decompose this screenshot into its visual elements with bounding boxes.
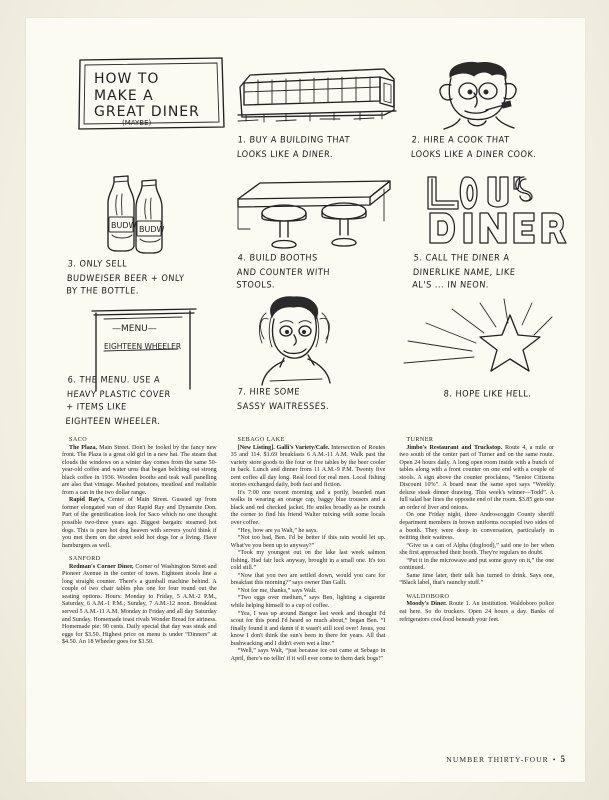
dialogue-line: “Took my youngest out on the lake last week salmon fishing. Had fair luck anyway, brought in a small one. It's too cold still.” — [230, 550, 386, 572]
dialogue-line: “Yea, I was up around Bangor last week and thought I'd scout for this pond I'd heard so much about,” began Ben. “I finally found it and damn if it wasn't still iced over! Jesus, you know I don't think the sun's been in there for years. All that bushwacking and I didn't even wet a line.” — [230, 610, 386, 647]
step-2-art-cook-face — [420, 61, 540, 133]
entry-redmans-corner-diner — [62, 564, 217, 647]
footer-issue-text: NUMBER THIRTY-FOUR — [446, 755, 549, 764]
step-7-caption: 7. HIRE SOME SASSY WAITRESSES. — [236, 386, 330, 411]
column-one — [62, 437, 217, 737]
dialogue-line: “Well,” says Walt, “just because ice out came at Sebago in April, there's no tellin' if it will ever come to them dark bogs!” — [230, 648, 386, 662]
town-heading-sanford: SANFORD — [69, 556, 101, 563]
dialogue-line: “Two eggs over medium,” says Ben, lighting a cigarette while helping himself to a cup of coffee. — [230, 595, 386, 610]
step-8-caption: 8. HOPE LIKE HELL. — [443, 388, 532, 399]
entry-gallis-variety-cafe — [231, 445, 386, 490]
svg-text:EIGHTEEN WHEELER: EIGHTEEN WHEELER — [104, 342, 182, 351]
entry-body: Corner of Washington Street and Pioneer Avenue in the center of town. Eighteen stools line a long straight counter. There's a gumball machine behind. A couple of two chair tables plus one for four round out the seating options. Hours: Monday to Friday, 5 A.M.-2 P.M., Saturday, 6 A.M.-1 P.M.; Sunday, 7 A.M.-12 noon. Breakfast served 5 A.M.-11 A.M. Monday to Friday and all day Saturday and Sunday. Homemade toast rivals Wonder Bread for airiness. Homemade pie: 90 cents. Daily special that day was steak and eggs for $3.50. Highest price on menu is under “Dinners” at $4.50. An 18 Wheeler goes for $3.50. — [62, 563, 217, 646]
entry-the-plaza — [62, 445, 217, 498]
dialogue-line: Same time later, their talk has turned to drink. Says one, “Black label, that's raunchy stuff.” — [399, 572, 555, 587]
entry-name: The Plaza, — [69, 444, 98, 451]
entry-body: Center of Main Street. Gussied up from former elongated van of duo Rapid Ray and Dynamite Don. Part of the gentrification look for Saco which no one thought possible two-three years ago. Biggest bargain: steamed hot dogs. This is pure hot dog heaven with servers you'd think if you met them on the street sold hot dogs for a living. Have hamburgers as well. — [62, 497, 217, 549]
town-heading-sebago-lake: SEBAGO LAKE — [237, 437, 285, 443]
step-8-art-shooting-star — [392, 293, 562, 389]
step-7-art-waitress — [240, 295, 350, 393]
svg-text:BUDW: BUDW — [139, 225, 165, 234]
entry-jimbos-restaurant — [399, 445, 554, 513]
step-2-caption: 2. HIRE A COOK THAT LOOKS LIKE A DINER COOK. — [410, 134, 537, 159]
step-1-art-diner-building — [234, 65, 399, 127]
step-4-art-counter-stools — [234, 177, 394, 255]
dialogue-line: “Not for me, thanks,” says Walt. — [237, 587, 317, 594]
article-columns — [62, 437, 554, 737]
step-1-caption: 1. BUY A BUILDING THAT LOOKS LIKE A DINER. — [236, 134, 351, 159]
entry-moodys-diner — [399, 601, 554, 624]
illustration-grid — [62, 55, 562, 435]
svg-text:—MENU—: —MENU— — [112, 324, 157, 334]
footer-page-number: 5 — [560, 754, 565, 764]
column-two — [231, 437, 386, 737]
dialogue-line: “Put it in the microwave and put some gravy on it,” the one continued. — [399, 557, 555, 572]
svg-text:HOW TO: HOW TO — [94, 71, 160, 87]
entry-body: Intersection of Routes 35 and 114. $1.69 breakfasts 6 A.M.-11 A.M. Walk past the variety store goods to the four or five tables by the beer cooler in back. Lunch and dinner from 11 A.M.-9 P.M. Twenty five cent coffee all day long. Real food for real men. Local fishing stories exchanged daily, both fact and fiction. — [230, 444, 386, 489]
town-heading-saco: SACO — [69, 437, 88, 443]
dialogue-line: “Now that you two are settled down, would you care for breakfast this morning?” says owner Dan Galli. — [230, 572, 386, 587]
dialogue-line: “Give us a can of Alpha (dogfood),” said one to her when she first approached their booth. They're regulars no doubt. — [399, 542, 555, 557]
town-heading-waldoboro: WALDOBORO — [406, 593, 450, 600]
dialogue-line: “Hey, how are ya Walt,” he says. — [237, 527, 318, 534]
svg-text:(MAYBE): (MAYBE) — [122, 119, 152, 127]
entry-body: Route 1. An institution. Waldoboro police eat here. So do truckers. Open 24 hours a day. Banks of refrigerators cool food beneath your feet. — [399, 601, 555, 623]
step-5-art-neon-sign — [414, 171, 560, 245]
entry-name: Redman's Corner Diner, — [69, 563, 134, 570]
step-3-caption: 3. ONLY SELL BUDWEISER BEER + ONLY BY THE BOTTLE. — [65, 258, 185, 296]
entry-body: Route 4, a mile or two south of the center part of Turner and on the same route. Open 24 hours daily. A long open room inside with a bunch of tables along with a front counter on one end with a couple of stools. A sign above the counter proclaims, “Senior Citizens Discount 10%”. A board near the same spot says “Weekly deluxe steak dinner drawing. This week's winner—Todd”. A full salad bar lines the opposite end of the room. $3.85 gets one an order of liver and onions. — [399, 444, 555, 511]
svg-text:GREAT DINER: GREAT DINER — [94, 104, 200, 120]
entry-name: Jimbo's Restaurant and Truckstop. — [406, 444, 503, 451]
svg-text:MAKE A: MAKE A — [94, 88, 154, 104]
entry-name: Rapid Ray's, — [69, 497, 105, 504]
step-6-caption: 6. THE MENU. USE A HEAVY PLASTIC COVER + ITEMS LIKE EIGHTEEN WHEELER. — [65, 374, 172, 426]
footer-separator-dot: • — [552, 755, 557, 764]
narrative-paragraph: It's 7:00 one recent morning and a portly, bearded man walks in wearing an orange cap, baggy blue trousers and a black and red checked jacket. He smiles broadly as he rounds the corner to find his friend Walter mixing with some locals over coffee. — [230, 489, 386, 527]
narrative-paragraph: On one Friday night, three Androscoggin County sheriff department members in brown uniforms occupied two sides of a booth. They were deep in conversation, particularly in twitting their waitress. — [399, 512, 555, 542]
entry-name: [New Listing]. Galli's Variety/Cafe. — [237, 444, 330, 451]
step-4-caption: 4. BUILD BOOTHS AND COUNTER WITH STOOLS. — [235, 252, 331, 290]
entry-rapid-rays — [62, 497, 217, 550]
svg-text:BUDW: BUDW — [111, 221, 137, 230]
entry-body: Main Street. Don't be fooled by the fancy new front. The Plaza is a great old girl in a new hat. The steam that clouds the windows on a winter day comes from the same 50-year-old coffee and water urns that began belching out strong black coffee in 1936. Wooden booths and teak wall panelling are also that vintage. Mashed potatoes, meatloaf and realiable from a can in the two dollar range. — [62, 444, 217, 496]
dialogue-line: “Not too bad, Ben. I'd be better if this rain would let up. What've you been up to anyway?” — [230, 535, 386, 549]
page-footer — [446, 754, 565, 764]
town-heading-turner: TURNER — [406, 437, 434, 443]
step-5-caption: 5. CALL THE DINER A DINERLIKE NAME, LIKE AL'S ... IN NEON. — [411, 252, 516, 290]
column-three — [399, 437, 554, 737]
entry-name: Moody's Diner. — [406, 601, 447, 608]
title-panel — [76, 55, 226, 133]
step-3-art-beer-bottles — [84, 173, 194, 255]
